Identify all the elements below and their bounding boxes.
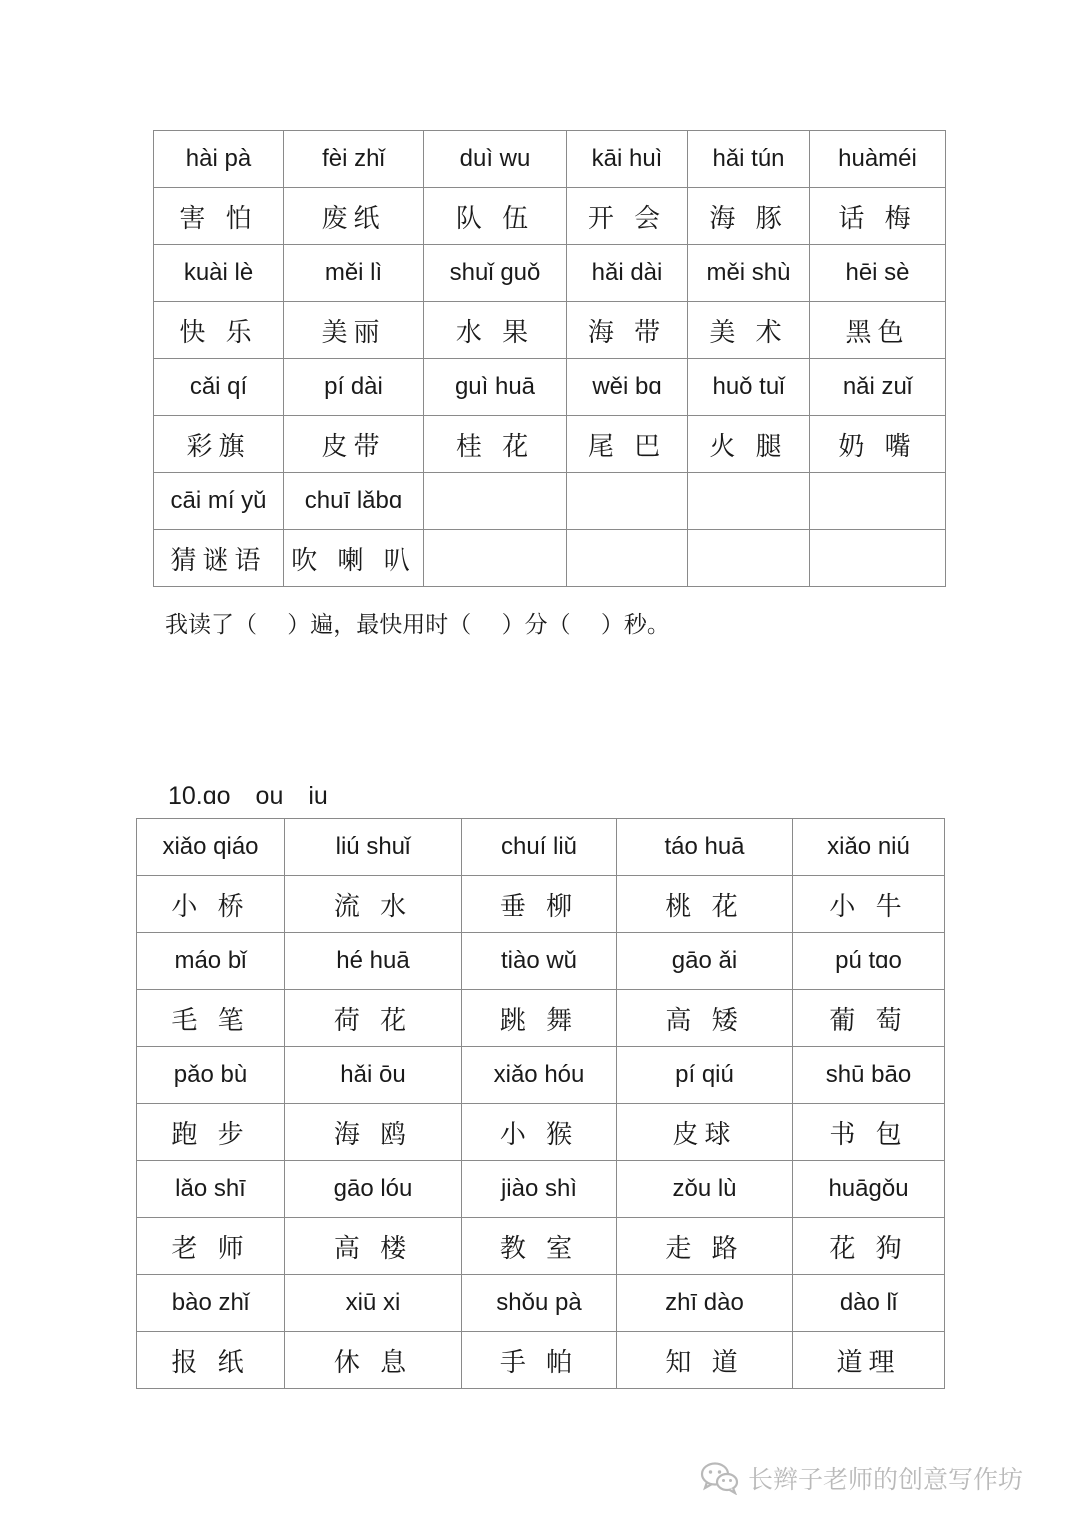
hanzi-cell: 小 桥 [137, 876, 285, 933]
pinyin-row [137, 1047, 945, 1104]
hanzi-row [137, 1104, 945, 1161]
pinyin-cell: hé huā [285, 933, 462, 990]
vocab-table-1 [153, 130, 946, 587]
hanzi-row [137, 876, 945, 933]
hanzi-cell [688, 530, 810, 587]
hanzi-cell: 美 术 [688, 302, 810, 359]
pinyin-cell: cāi mí yǔ [154, 473, 284, 530]
hanzi-cell: 小 牛 [793, 876, 945, 933]
pinyin-cell: tiào wǔ [462, 933, 617, 990]
hanzi-cell: 海 带 [567, 302, 688, 359]
hanzi-cell: 知 道 [617, 1332, 793, 1389]
vocab-table-2 [136, 818, 945, 1389]
pinyin-cell: lǎo shī [137, 1161, 285, 1218]
pinyin-row [154, 359, 946, 416]
pinyin-cell: pú tɑo [793, 933, 945, 990]
pinyin-cell: máo bǐ [137, 933, 285, 990]
hanzi-cell: 休 息 [285, 1332, 462, 1389]
hanzi-cell: 皮带 [284, 416, 424, 473]
hanzi-row [137, 1332, 945, 1389]
pinyin-cell: gāo lóu [285, 1161, 462, 1218]
hanzi-cell: 跑 步 [137, 1104, 285, 1161]
pinyin-cell: chuī lǎbɑ [284, 473, 424, 530]
hanzi-cell: 报 纸 [137, 1332, 285, 1389]
hanzi-cell: 话 梅 [810, 188, 946, 245]
pinyin-cell: kuài lè [154, 245, 284, 302]
pinyin-cell [567, 473, 688, 530]
hanzi-cell: 高 楼 [285, 1218, 462, 1275]
pinyin-cell: wěi bɑ [567, 359, 688, 416]
hanzi-cell: 开 会 [567, 188, 688, 245]
pinyin-cell: jiào shì [462, 1161, 617, 1218]
pinyin-cell: zhī dào [617, 1275, 793, 1332]
hanzi-cell: 花 狗 [793, 1218, 945, 1275]
pinyin-cell: pí dài [284, 359, 424, 416]
pinyin-row [137, 933, 945, 990]
hanzi-cell: 水 果 [424, 302, 567, 359]
hanzi-row [154, 188, 946, 245]
hanzi-cell: 书 包 [793, 1104, 945, 1161]
pinyin-cell: shǒu pà [462, 1275, 617, 1332]
hanzi-cell: 手 帕 [462, 1332, 617, 1389]
pinyin-cell: fèi zhǐ [284, 131, 424, 188]
hanzi-cell: 美丽 [284, 302, 424, 359]
watermark [700, 1460, 1023, 1496]
pinyin-cell: xiǎo niú [793, 819, 945, 876]
section-title: 10.ɑo ou iu [168, 782, 328, 810]
hanzi-cell: 老 师 [137, 1218, 285, 1275]
hanzi-cell: 害 怕 [154, 188, 284, 245]
pinyin-cell: shū bāo [793, 1047, 945, 1104]
hanzi-cell: 道理 [793, 1332, 945, 1389]
hanzi-cell: 毛 笔 [137, 990, 285, 1047]
hanzi-row [154, 302, 946, 359]
hanzi-cell: 桂 花 [424, 416, 567, 473]
pinyin-cell [424, 473, 567, 530]
hanzi-cell: 桃 花 [617, 876, 793, 933]
pinyin-row [137, 819, 945, 876]
hanzi-cell: 荷 花 [285, 990, 462, 1047]
hanzi-row [137, 1218, 945, 1275]
hanzi-cell: 黑色 [810, 302, 946, 359]
hanzi-cell: 海 鸥 [285, 1104, 462, 1161]
pinyin-row [137, 1275, 945, 1332]
hanzi-cell: 队 伍 [424, 188, 567, 245]
pinyin-cell: měi lì [284, 245, 424, 302]
hanzi-cell: 尾 巴 [567, 416, 688, 473]
hanzi-cell [567, 530, 688, 587]
hanzi-cell: 猜谜语 [154, 530, 284, 587]
pinyin-cell: xiū xi [285, 1275, 462, 1332]
hanzi-cell: 垂 柳 [462, 876, 617, 933]
pinyin-cell [810, 473, 946, 530]
hanzi-cell: 小 猴 [462, 1104, 617, 1161]
pinyin-cell: chuí liǔ [462, 819, 617, 876]
pinyin-cell: hǎi tún [688, 131, 810, 188]
pinyin-cell: hài pà [154, 131, 284, 188]
hanzi-cell: 葡 萄 [793, 990, 945, 1047]
hanzi-cell: 走 路 [617, 1218, 793, 1275]
hanzi-cell [810, 530, 946, 587]
pinyin-cell: měi shù [688, 245, 810, 302]
hanzi-cell: 火 腿 [688, 416, 810, 473]
pinyin-cell: xiǎo qiáo [137, 819, 285, 876]
hanzi-cell: 废纸 [284, 188, 424, 245]
pinyin-cell: liú shuǐ [285, 819, 462, 876]
pinyin-cell: pí qiú [617, 1047, 793, 1104]
watermark-text: 长辫子老师的创意写作坊 [748, 1465, 1024, 1494]
pinyin-cell: shuǐ guǒ [424, 245, 567, 302]
pinyin-row [154, 473, 946, 530]
pinyin-cell: duì wu [424, 131, 567, 188]
pinyin-row [154, 245, 946, 302]
pinyin-cell: dào lǐ [793, 1275, 945, 1332]
wechat-icon [700, 1461, 740, 1495]
hanzi-cell: 流 水 [285, 876, 462, 933]
hanzi-cell: 跳 舞 [462, 990, 617, 1047]
hanzi-cell: 吹 喇 叭 [284, 530, 424, 587]
pinyin-cell: xiǎo hóu [462, 1047, 617, 1104]
pinyin-cell: bào zhǐ [137, 1275, 285, 1332]
hanzi-cell: 海 豚 [688, 188, 810, 245]
hanzi-row [154, 530, 946, 587]
pinyin-cell: huàméi [810, 131, 946, 188]
pinyin-cell: pǎo bù [137, 1047, 285, 1104]
hanzi-row [137, 990, 945, 1047]
pinyin-cell: hēi sè [810, 245, 946, 302]
pinyin-cell: táo huā [617, 819, 793, 876]
hanzi-row [154, 416, 946, 473]
hanzi-cell: 奶 嘴 [810, 416, 946, 473]
pinyin-cell: gāo ǎi [617, 933, 793, 990]
hanzi-cell: 快 乐 [154, 302, 284, 359]
pinyin-cell: guì huā [424, 359, 567, 416]
hanzi-cell: 彩旗 [154, 416, 284, 473]
pinyin-cell: kāi huì [567, 131, 688, 188]
pinyin-cell: huǒ tuǐ [688, 359, 810, 416]
hanzi-cell: 皮球 [617, 1104, 793, 1161]
pinyin-cell: cǎi qí [154, 359, 284, 416]
pinyin-cell: nǎi zuǐ [810, 359, 946, 416]
reading-record-line: 我读了（ ）遍，最快用时（ ）分（ ）秒。 [165, 612, 670, 638]
hanzi-cell: 教 室 [462, 1218, 617, 1275]
pinyin-row [137, 1161, 945, 1218]
pinyin-cell: hǎi ōu [285, 1047, 462, 1104]
pinyin-row [154, 131, 946, 188]
hanzi-cell: 高 矮 [617, 990, 793, 1047]
pinyin-cell [688, 473, 810, 530]
pinyin-cell: hǎi dài [567, 245, 688, 302]
pinyin-cell: zǒu lù [617, 1161, 793, 1218]
pinyin-cell: huāgǒu [793, 1161, 945, 1218]
hanzi-cell [424, 530, 567, 587]
